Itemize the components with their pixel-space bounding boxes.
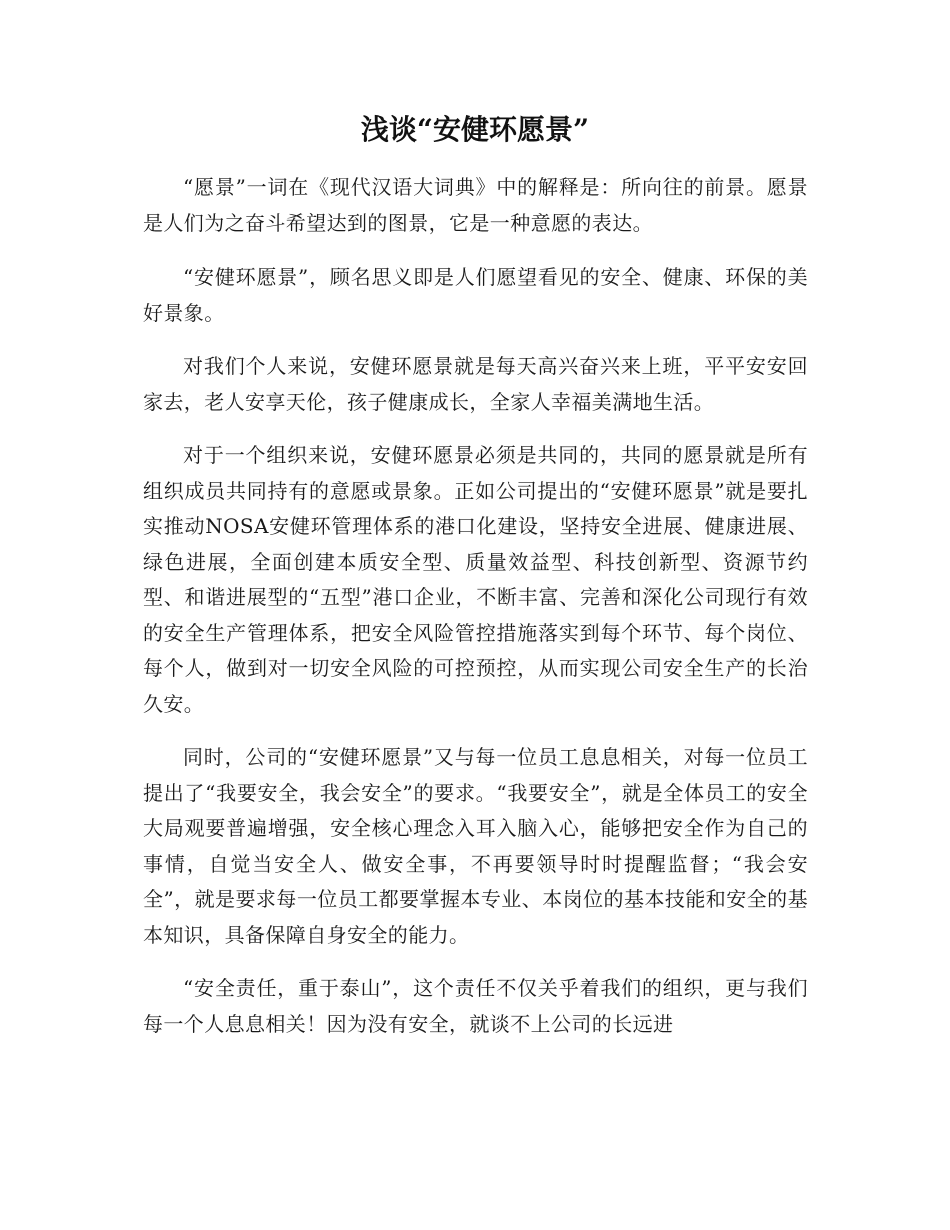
document-title: 浅谈“安健环愿景” [360, 113, 590, 146]
paragraph-1: “愿景”一词在《现代汉语大词典》中的解释是：所向往的前景。愿景是人们为之奋斗希望达到的图景，它是一种意愿的表达。 [143, 175, 808, 235]
paragraph-4: 对于一个组织来说，安健环愿景必须是共同的，共同的愿景就是所有组织成员共同持有的意愿或景象。正如公司提出的“安健环愿景”就是要扎实推动NOSA安健环管理体系的港口化建设，坚持安全进展、健康进展、绿色进展，全面创建本质安全型、质量效益型、科技创新型、资源节约型、和谐进展型的“五型”港口企业，不断丰富、完善和深化公司现行有效的安全生产管理体系，把安全风险管控措施落实到每个环节、每个岗位、每个人，做到对一切安全风险的可控预控，从而实现公司安全生产的长治久安。 [143, 443, 808, 716]
paragraph-6: “安全责任，重于泰山”，这个责任不仅关乎着我们的组织，更与我们每一个人息息相关！因为没有安全，就谈不上公司的长远进 [143, 976, 808, 1036]
paragraph-5: 同时，公司的“安健环愿景”又与每一位员工息息相关，对每一位员工提出了“我要安全，我会安全”的要求。“我要安全”，就是全体员工的安全大局观要普遍增强，安全核心理念入耳入脑入心，能够把安全作为自己的事情，自觉当安全人、做安全事，不再要领导时时提醒监督；“我会安全”，就是要求每一位员工都要掌握本专业、本岗位的基本技能和安全的基本知识，具备保障自身安全的能力。 [143, 745, 808, 947]
paragraph-3: 对我们个人来说，安健环愿景就是每天高兴奋兴来上班，平平安安回家去，老人安享天伦，孩子健康成长，全家人幸福美满地生活。 [143, 354, 808, 414]
document-body [143, 170, 808, 1060]
paragraph-2: “安健环愿景”，顾名思义即是人们愿望看见的安全、健康、环保的美好景象。 [143, 265, 808, 325]
